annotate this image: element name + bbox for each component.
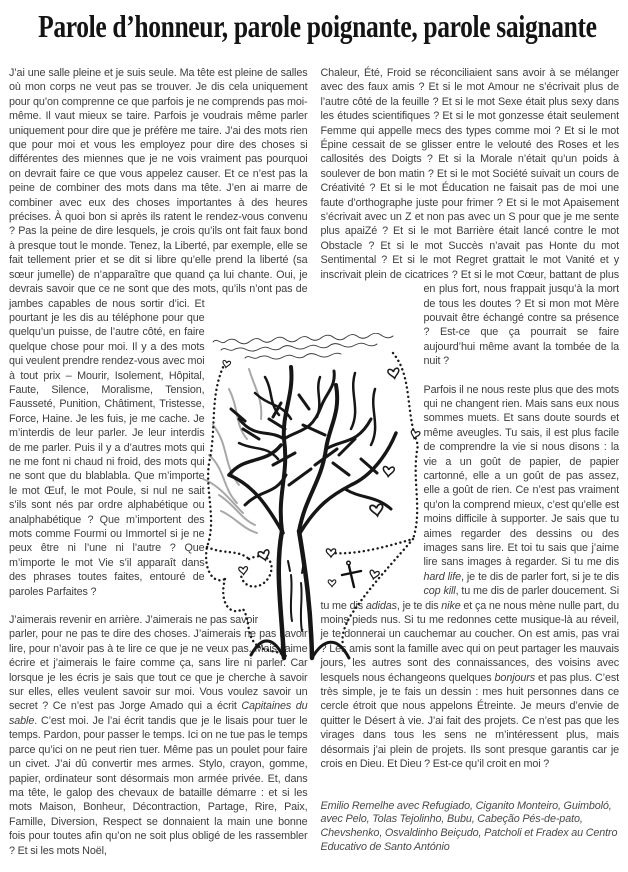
left-paragraph-2 (9, 613, 308, 858)
right-column (321, 66, 620, 872)
illustration-wrap-spacer-right (321, 282, 424, 594)
page-title-text: Parole d’honneur, parole poignante, parole saignante (38, 10, 597, 45)
text-segment: . C’est moi. Je l’ai écrit tandis que je le lisais pour tuer le temps. Pardon, pour passer le temps. Ici on ne tue pas le temps parce qu’ici on ne peut rien tuer. Même pas un poulet pour faire un civet. J’ai dû convertir mes armes. Stylo, crayon, gomme, papier, ordinateur sont désormais mon armée privée. Et, dans ma tête, le galop des chevaux de bataille démarre : et si les mots Maison, Bonheur, Décontraction, Partage, Rire, Paix, Famille, Diversion, Respect se donnaient la main une bonne fois pour toutes afin qu’on ne soit plus obligé de les rassembler ? Et si les mots Noël, (9, 714, 308, 857)
text-segment: cop kill (423, 585, 456, 598)
document-page (0, 8, 628, 857)
text-segment: nike (441, 599, 461, 612)
text-segment: Capitaines du sable (9, 700, 308, 727)
illustration-wrap-spacer-left (205, 282, 308, 622)
right-paragraph-1-part-b: la mort de tous les doutes ? Et si mon mot Mère pouvait être échangé contre sa présence ? Est-ce que ça pourrait se faire aujourd’hui même avant la tombée de la nuit ? (423, 283, 619, 368)
text-segment: , je te dis de parler fort, si je te dis (460, 570, 619, 583)
page-title (0, 8, 628, 44)
text-segment: J’aimerais revenir en arrière. J’aimerais ne pas savoir parler, pour ne pas te dire des choses. J’aimerais ne pas savoir lire, pour n’avoir pas à te lire ce que je ne veux pas. Mais j’aime écrire et j’aimerais le faire comme ça, sans lire ni parler. Car lorsque je les écris je sais que tout ce que je cherche à savoir sur elles, elles veulent savoir sur moi. Vous voulez savoir un secret ? Ce n’est pas Jorge Amado qui a écrit (9, 614, 308, 713)
text-segment: hard life (423, 570, 461, 583)
text-segment: et pas plus. C’est très simple, je te fais un dessin : mes huit personnes dans ce cercle étroit que nous appelons Étreinte. Je meurs d’envie de quitter le Désert à vie. J’ai fait des projets. Ce n’est pas que les virages dans tous les sens ne m’intéressent plus, mais désormais j’ai plein de projets. Ils sont presque garantis car je crois en Dieu. Et Dieu ? Est-ce qu’il croit en moi ? (320, 671, 619, 771)
left-paragraph-1-part-a: J’ai une salle pleine et je suis seule. Ma tête est pleine de salles où mon corps ne veut pas se trouver. Je dis cela uniquement pour qu’on comprenne ce que parfois je ne comprends pas moi-même. Il vaut mieux se taire. Parfois je voudrais même parler uniquement pour dire que je préfère me taire. J’ai des mots rien que pour moi et vous les employez pour dire des choses si différentes des miennes que je ne vois vraiment pas pourquoi on devrait faire ce que vous appelez causer. Et ce n’est pas la peine de combiner des mots dans ma tête. J’en ai marre de combiner avec eux des choses importantes à des heures précises. À quoi bon si après ils ratent le rendez-vous convenu ? Pas la peine de dire lesquels, je crois qu’ils ont fait faux bond à presque tout le monde. Tenez, la Liberté, par exemple, elle se fait tellement prier et se dit si libre qu’elle prend la liberté (sa sœur jumelle) de n’apparaître que quand ça lui chante. Oui, je devrais savoir que ce ne sont (9, 67, 308, 296)
text-segment: , tu me dis de parler doucement. Si tu me dis (320, 585, 620, 612)
text-segment: , je te dis (396, 599, 442, 612)
text-segment: Parfois il ne nous reste plus que des mots qui ne changent rien. Mais sans eux nous sommes muets. Et sans doute sourds et même aveugles. Tu sais, il est plus facile de comprendre la vie si nous disons : la vie a un goût de papier, de papier cartonné, elle a un goût de pas assez, elle a goût de rien. Ce n’est pas vraiment qu’on la comprend mieux, c’est qu’elle est moins difficile à supporter. Je sais que tu aimes regarder des dessins ou des images sans lire. Et toi tu sais que j’aime lire sans images à regarder. Si tu me dis (423, 383, 619, 569)
text-segment: adidas (365, 599, 397, 612)
two-column-body (0, 66, 628, 872)
right-paragraph-1-part-a: Chaleur, Été, Froid se réconciliaient sans avoir à se mélanger avec des faux amis ? Et si le mot Amour ne s’écrivait plus de l’autre côté de la feuille ? Et si le mot Sexe était plus sexy dans les études scientifiques ? Et si le mot gonzesse était seulement Femme qui appelle mecs des types comme moi ? Et si le mot Épine cessait de se glisser entre le velouté des Roses et les callosités des Doigts ? Et si la Morale n’était qu’un poids à soulever de bon matin ? Et si le mot Société suivait un cours de Créativité ? Et si le mot Éducation ne faisait pas de moi une faute d’orthographe juste pour frimer ? Et si le mot Apaisement s’écrivait avec un Z et non pas avec un S pour que je me sente plus apaiZé ? Et si le mot Barrière était lancé contre le mot Obstacle ? Et si le mot Succès n’avait pas Honte du mot Sentimental ? Et si le mot Regret grattait le mot Vanité et y inscrivait plein de cicatrices ? Et si le mot Cœur, battant de plus en plus fort, nous frappait jusqu’à (320, 67, 619, 296)
text-segment: bonjours (494, 671, 536, 684)
right-paragraph-1 (321, 66, 620, 369)
left-paragraph-1 (9, 66, 308, 599)
left-column (9, 66, 308, 872)
left-paragraph-1-part-b: que des mots, qu’ils n’ont pas de jambes capables de nous sortir d’ici. Et pourtant je les dis au téléphone pour que quelqu’un puisse, de l’autre côté, en faire quelque chose pour moi. Il y a des mots qui veulent prendre rendez-vous avec moi à tout prix – Mourir, Isolement, Hôpital, Faute, Silence, Moralisme, Tension, Fausseté, Punition, Châtiment, Tristesse, Force, Haine. Je les fuis, je me cache. Je m’interdis de leur parler. Je leur interdis de me parler. Puis il y a d’autres mots qui ne me font ni chaud ni froid, des mots qui ne sont que du blablabla. Que m’importe le mot Œuf, le mot Poule, si nul ne sait s’ils sont nés par ordre alphabétique ou analphabétique ? Que m’importent des mots comme Fourmi ou Immortel si je ne peux être ni l’une ni l’autre ? Que m’importe le mot Vie s’il apparaît dans des phrases toutes faites, entouré de paroles Parfaites ? (9, 283, 308, 598)
text-segment: et ça ne nous mène nulle part, du moins pieds nus. Si tu me redonnes cette musique-là au réveil, je te donnerai un cauchemar au coucher. On est amis, pas vrai ? Les amis sont la famille avec qui on peut partager les mauvais jours, les autres sont des connaissances, des voisins avec lesquels nous échangeons quelques (320, 599, 619, 684)
signature: Emilio Remelhe avec Refugiado, Ciganito Monteiro, Guimboló, avec Pelo, Tolas Tejolinho, Bubu, Cabeção Pés-de-pato, Chevshenko, Osvaldinho Beiçudo, Patcholi et Fradex au Centro Educativo de Santo António (320, 799, 618, 853)
